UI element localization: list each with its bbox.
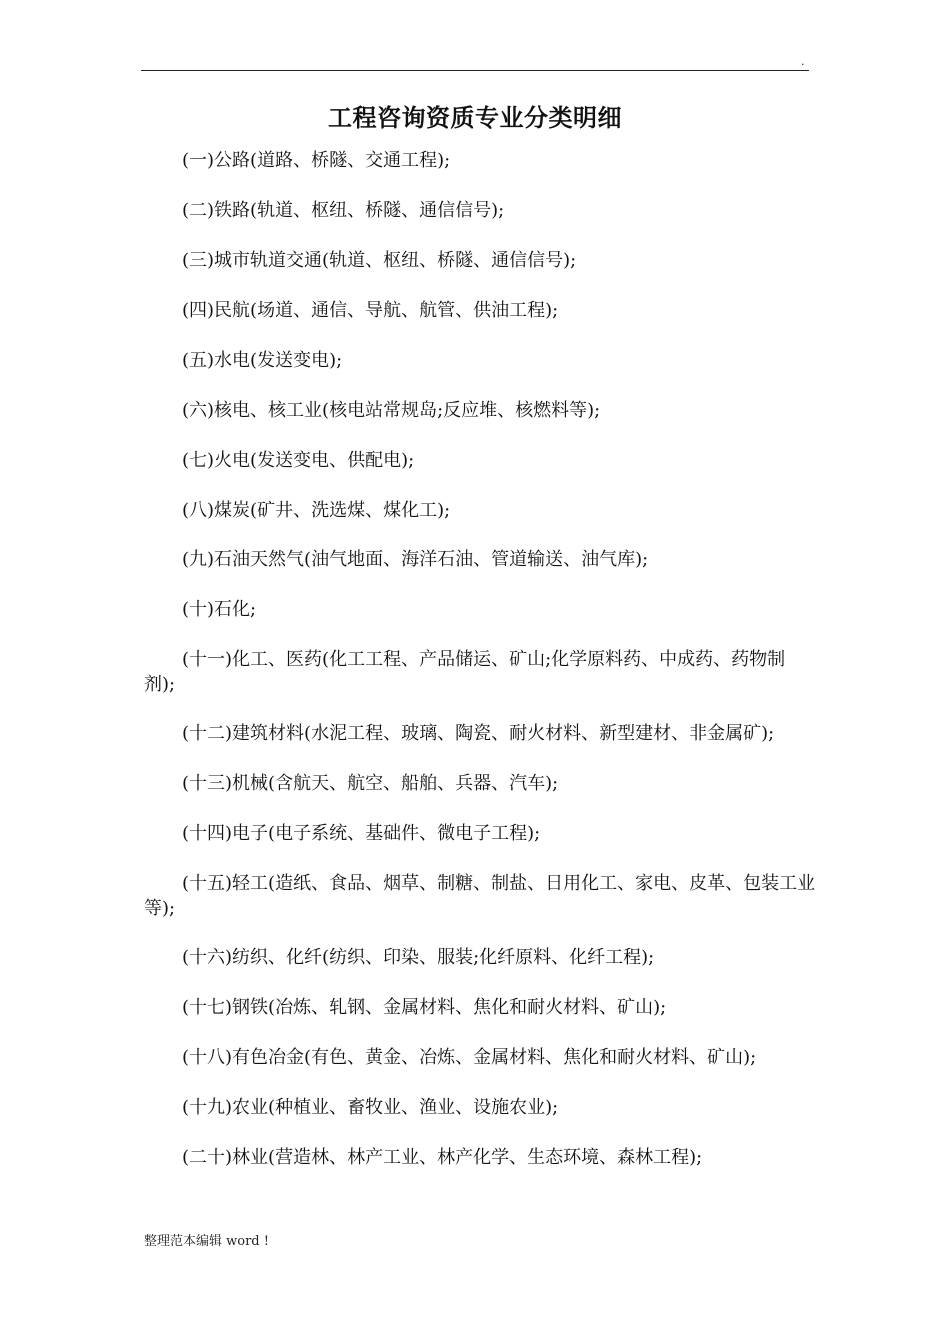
list-item: (十五)轻工(造纸、食品、烟草、制糖、制盐、日用化工、家电、皮革、包装工业等);	[144, 873, 816, 919]
footer-text: 整理范本编辑 word !	[144, 1234, 269, 1249]
document-title: 工程咨询资质专业分类明细	[328, 103, 622, 132]
list-item: (十三)机械(含航天、航空、船舶、兵器、汽车);	[182, 773, 559, 794]
header-mark: .	[801, 55, 805, 68]
list-item: (十四)电子(电子系统、基础件、微电子工程);	[182, 823, 541, 844]
header-rule	[141, 70, 809, 71]
list-item: (十二)建筑材料(水泥工程、玻璃、陶瓷、耐火材料、新型建材、非金属矿);	[182, 723, 775, 744]
list-item: (七)火电(发送变电、供配电);	[182, 450, 415, 471]
list-item: (四)民航(场道、通信、导航、航管、供油工程);	[182, 300, 559, 321]
list-item: (二)铁路(轨道、枢纽、桥隧、通信信号);	[182, 200, 505, 221]
list-item: (三)城市轨道交通(轨道、枢纽、桥隧、通信信号);	[182, 250, 577, 271]
list-item: (十八)有色冶金(有色、黄金、冶炼、金属材料、焦化和耐火材料、矿山);	[182, 1047, 757, 1068]
list-item: (八)煤炭(矿井、洗选煤、煤化工);	[182, 500, 451, 521]
list-item: (二十)林业(营造林、林产工业、林产化学、生态环境、森林工程);	[182, 1147, 703, 1168]
list-item: (一)公路(道路、桥隧、交通工程);	[182, 150, 451, 171]
list-item: (五)水电(发送变电);	[182, 350, 343, 371]
list-item: (十一)化工、医药(化工工程、产品储运、矿山;化学原料药、中成药、药物制剂);	[144, 649, 786, 695]
list-item: (十七)钢铁(冶炼、轧钢、金属材料、焦化和耐火材料、矿山);	[182, 997, 667, 1018]
list-item: (十九)农业(种植业、畜牧业、渔业、设施农业);	[182, 1097, 559, 1118]
list-item: (九)石油天然气(油气地面、海洋石油、管道输送、油气库);	[182, 549, 649, 570]
list-item: (六)核电、核工业(核电站常规岛;反应堆、核燃料等);	[182, 400, 601, 421]
list-item: (十六)纺织、化纤(纺织、印染、服装;化纤原料、化纤工程);	[182, 947, 655, 968]
list-item: (十)石化;	[182, 599, 257, 620]
